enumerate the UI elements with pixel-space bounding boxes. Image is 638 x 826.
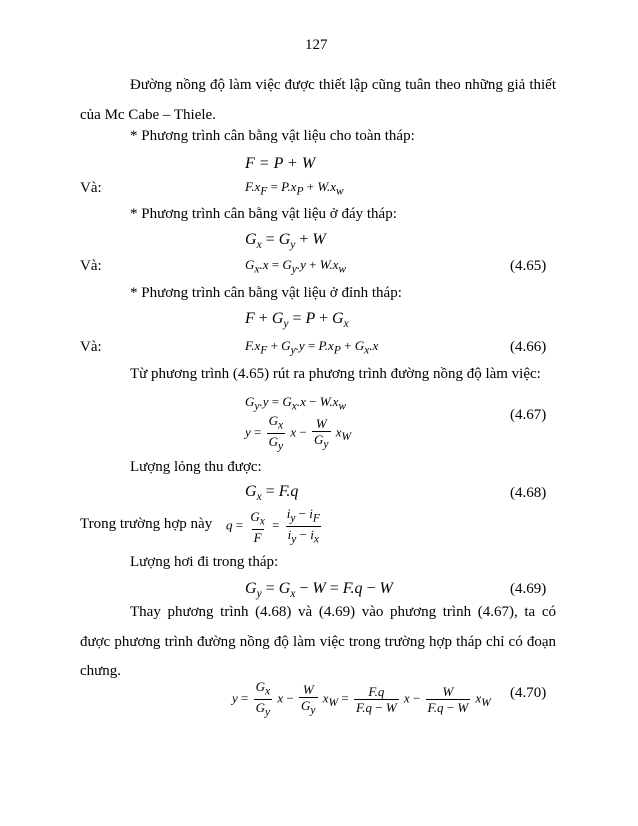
paragraph-intro: Đường nồng độ làm việc được thiết lập cũng tuân theo những giả thiết của Mc Cabe – Thiele. (80, 77, 556, 123)
equation-component-top: $F.x_F + G_y.y = P.x_P + G_x.x$ (245, 338, 379, 357)
label-va-2: Và: (80, 258, 102, 274)
equation-q: q = $\frac{G_x}{F}$ = $\frac{i_y - i_F}{i_y - i_x}$ (226, 506, 320, 546)
eq-number-4-69: (4.69) (510, 581, 547, 597)
sentence-from-equation: Từ phương trình (4.65) rút ra phương trình đường nồng độ làm việc: (130, 366, 541, 382)
equation-liquid: $G_x = F.q$ (245, 483, 299, 504)
heading-whole-tower: * Phương trình cân bằng vật liệu cho toàn tháp: (130, 128, 415, 144)
equation-working-line-1: $G_y.y = G_x.x - W.x_w$ (245, 394, 347, 413)
label-in-this-case: Trong trường hợp này (80, 516, 213, 532)
eq-number-4-67: (4.67) (510, 407, 547, 423)
label-va-1: Và: (80, 180, 102, 196)
equation-working-line-2: y = $\frac{G_x}{G_y}$ x − $\frac{W}{G_y}$ $x_W$ (245, 413, 352, 453)
equation-component-bottom: $G_x.x = G_y.y + W.x_w$ (245, 257, 347, 276)
page-number: 127 (305, 37, 328, 53)
label-va-3: Và: (80, 339, 102, 355)
equation-top-balance: $F + G_y = P + G_x$ (245, 310, 349, 331)
eq-number-4-68: (4.68) (510, 485, 547, 501)
heading-top: * Phương trình cân bằng vật liệu ở đỉnh tháp: (130, 285, 402, 301)
paragraph-substitution: Thay phương trình (4.68) và (4.69) vào phương trình (4.67), ta có được phương trình đường nồng độ làm việc trong trường hợp tháp chỉ có đoạn chưng. (80, 604, 556, 679)
equation-whole-balance: F = P + W (245, 155, 316, 172)
sentence-liquid-amount: Lượng lỏng thu được: (130, 459, 262, 475)
eq-number-4-65: (4.65) (510, 258, 547, 274)
eq-number-4-70: (4.70) (510, 685, 547, 701)
equation-vapor: $G_y = G_x - W = F.q - W$ (245, 580, 393, 601)
eq-number-4-66: (4.66) (510, 339, 547, 355)
sentence-vapor-amount: Lượng hơi đi trong tháp: (130, 554, 279, 570)
equation-final-working-line: y = $\frac{G_x}{G_y}$ x − $\frac{W}{G_y}$ $x_W$ = $\frac{F.q}{F.q - W}$ x − $\frac{W}{F.q - W}$ $x_W$ (232, 679, 491, 719)
heading-bottom: * Phương trình cân bằng vật liệu ở đáy tháp: (130, 206, 397, 222)
equation-bottom-balance: $G_x = G_y + W$ (245, 231, 326, 252)
equation-component-whole: $F.x_F = P.x_P + W.x_w$ (245, 179, 344, 198)
